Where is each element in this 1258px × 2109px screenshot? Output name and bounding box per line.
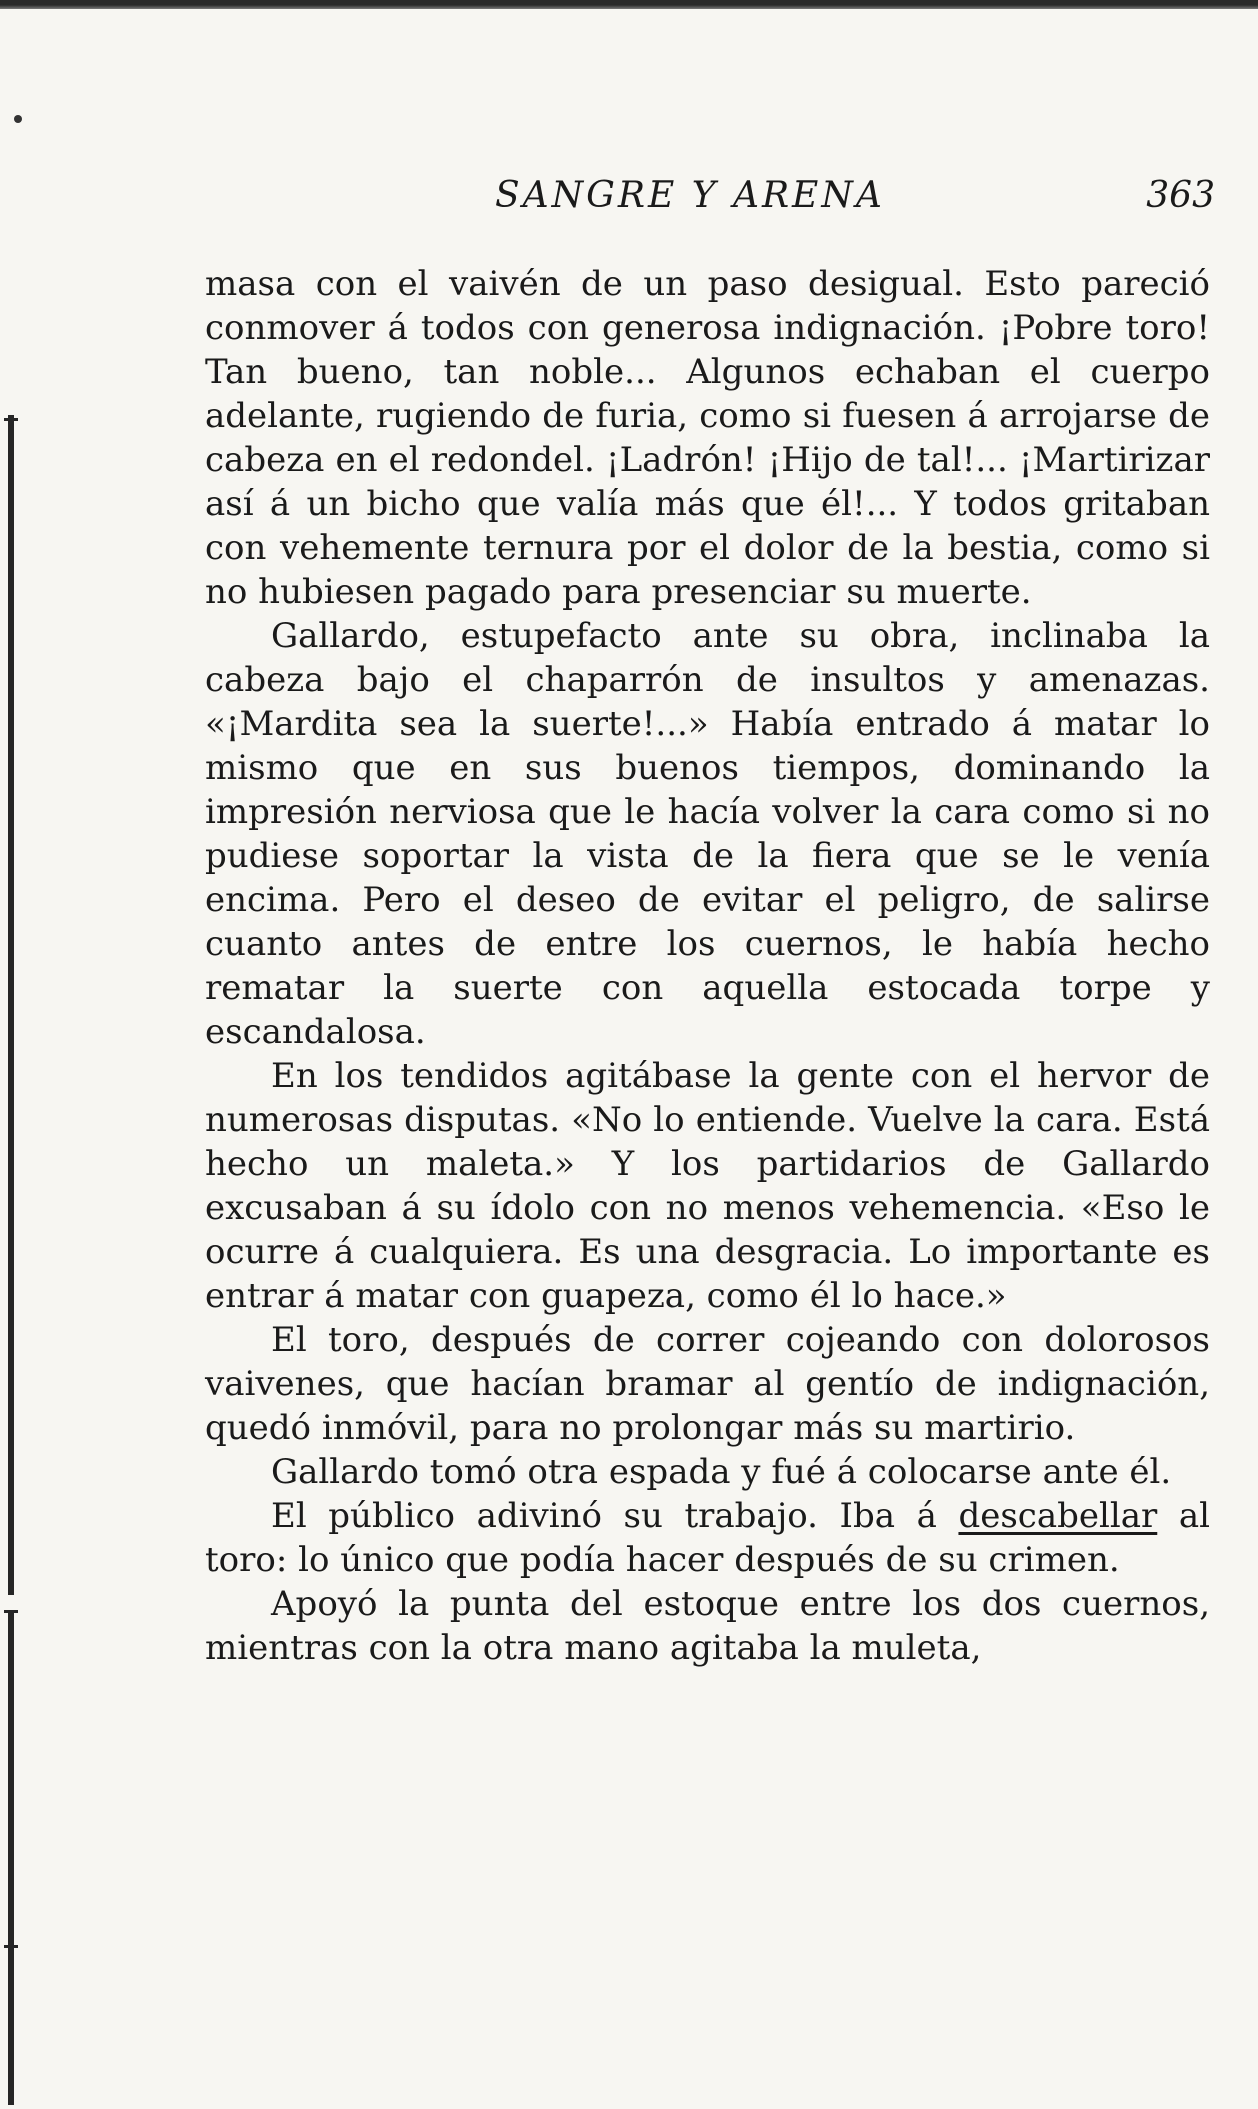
paragraph [205,1582,1210,1670]
binding-tick [4,418,18,421]
paragraph [205,1318,1210,1450]
paragraph-text: Apoyó la punta del estoque entre los dos cuernos, mientras con la otra mano agitaba la muleta, [205,1584,1210,1668]
paragraph [205,1054,1210,1318]
paragraph-text: El público adivinó su trabajo. Iba á [271,1496,959,1536]
paragraph [205,1450,1210,1494]
paragraph-text: Gallardo, estupefacto ante su obra, inclinaba la cabeza bajo el chaparrón de insultos y amenazas. «¡Mardita sea la suerte!...» Había entrado á matar lo mismo que en sus buenos tiempos, dominando la impresión nerviosa que le hacía volver la cara como si no pudiese soportar la vista de la fiera que se le venía encima. Pero el deseo de evitar el peligro, de salirse cuanto antes de entre los cuernos, le había hecho rematar la suerte con aquella estocada torpe y escandalosa. [205,616,1210,1052]
paragraph-text: al toro: lo único que podía hacer después de su crimen. [205,1496,1211,1580]
paragraph-text: El toro, después de correr cojeando con dolorosos vaivenes, que hacían bramar al gentío de indignación, quedó inmóvil, para no prolongar más su martirio. [205,1320,1210,1448]
paragraph [205,614,1210,1054]
top-edge-rule [0,0,1258,9]
running-title: SANGRE Y ARENA [495,175,885,216]
paragraph [205,1494,1210,1582]
paragraph-text: En los tendidos agitábase la gente con el hervor de numerosas disputas. «No lo entiende. Vuelve la cara. Está hecho un maleta.» Y los partidarios de Gallardo excusaban á su ídolo con no menos vehemencia. «Eso le ocurre á cualquiera. Es una desgracia. Lo importante es entrar á matar con guapeza, como él lo hace.» [205,1056,1210,1316]
underlined-word: descabellar [958,1496,1158,1536]
body-text [205,262,1210,1670]
binding-tick [4,1610,18,1613]
paragraph [205,262,1210,614]
binding-edge-rule-lower [8,1610,14,2105]
binding-tick [4,1945,18,1948]
page-number: 363 [1146,175,1215,216]
binding-edge-rule-upper [8,415,14,1595]
paragraph-text: masa con el vaivén de un paso desigual. Esto pareció conmover á todos con generosa indignación. ¡Pobre toro! Tan bueno, tan noble... Algunos echaban el cuerpo adelante, rugiendo de furia, como si fuesen á arrojarse de cabeza en el redondel. ¡Ladrón! ¡Hijo de tal!... ¡Martirizar así á un bicho que valía más que él!... Y todos gritaban con vehemente ternura por el dolor de la bestia, como si no hubiesen pagado para presenciar su muerte. [205,264,1210,612]
margin-mark [14,115,22,123]
paragraph-text: Gallardo tomó otra espada y fué á colocarse ante él. [271,1452,1172,1492]
page-header [205,175,1215,225]
